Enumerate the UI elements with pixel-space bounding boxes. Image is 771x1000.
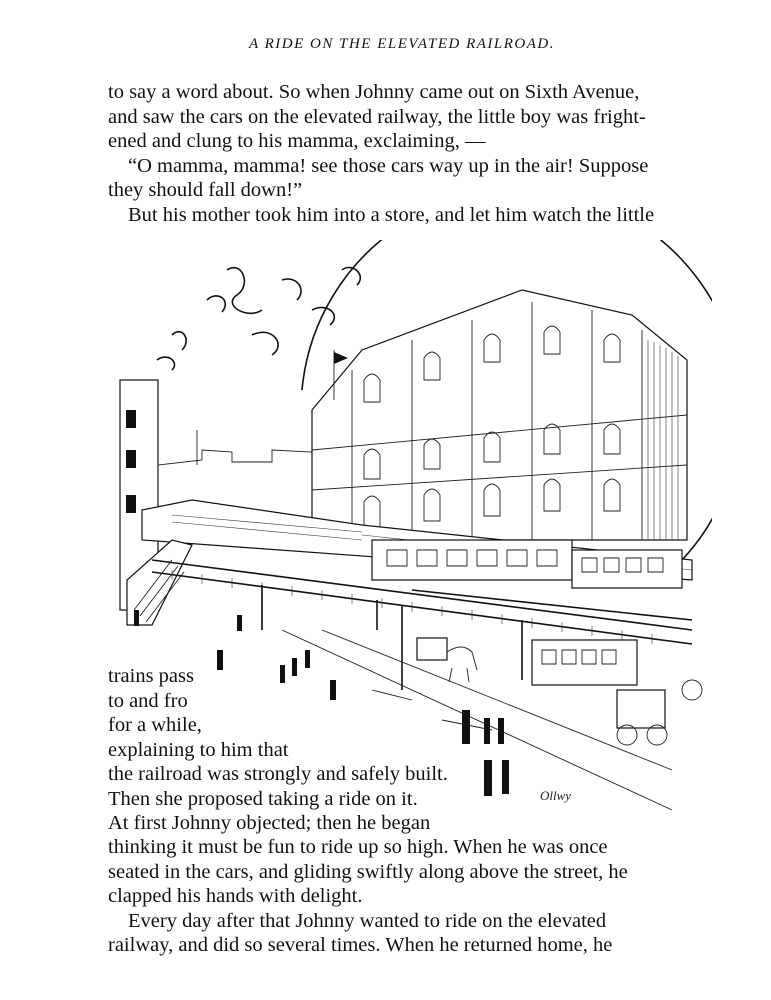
text-block-wrap: [108, 664, 448, 836]
text-line: Then she proposed taking a ride on it.: [108, 787, 418, 810]
running-header: A RIDE ON THE ELEVATED RAILROAD.: [248, 36, 556, 52]
horse-tram: [532, 640, 637, 685]
text-line: the railroad was strongly and safely built.: [108, 763, 448, 785]
text-block-top: [108, 80, 698, 227]
text-line: to and fro: [108, 689, 188, 712]
text-line: clapped his hands with delight.: [108, 885, 363, 907]
text-line: explaining to him that: [108, 738, 289, 761]
text-line: thinking it must be fun to ride up so high. When he was once: [108, 836, 608, 858]
text-line: to say a word about. So when Johnny came out on Sixth Avenue,: [108, 81, 640, 103]
artist-signature: Ollwy: [540, 788, 572, 803]
text-line: “O mamma, mamma! see those cars way up in the air! Suppose: [128, 154, 649, 177]
text-line: ened and clung to his mamma, exclaiming, —: [108, 130, 486, 152]
main-building: [312, 290, 687, 540]
text-line: railway, and did so several times. When he returned home, he: [108, 934, 613, 956]
delivery-wagon: [617, 690, 665, 728]
text-line: and saw the cars on the elevated railway, the little boy was fright-: [108, 105, 646, 128]
text-line: for a while,: [108, 714, 202, 736]
text-block-bottom: [108, 835, 698, 958]
text-line: trains pass: [108, 665, 194, 687]
text-line: At first Johnny objected; then he began: [108, 812, 431, 834]
distant-skyline: [158, 450, 312, 510]
smoke-scribbles: [157, 268, 360, 370]
text-line: they should fall down!”: [108, 179, 303, 201]
text-line: But his mother took him into a store, and let him watch the little: [128, 203, 655, 226]
train-car: [372, 540, 572, 580]
text-line: seated in the cars, and gliding swiftly along above the street, he: [108, 860, 628, 883]
text-line: Every day after that Johnny wanted to ride on the elevated: [128, 909, 607, 932]
